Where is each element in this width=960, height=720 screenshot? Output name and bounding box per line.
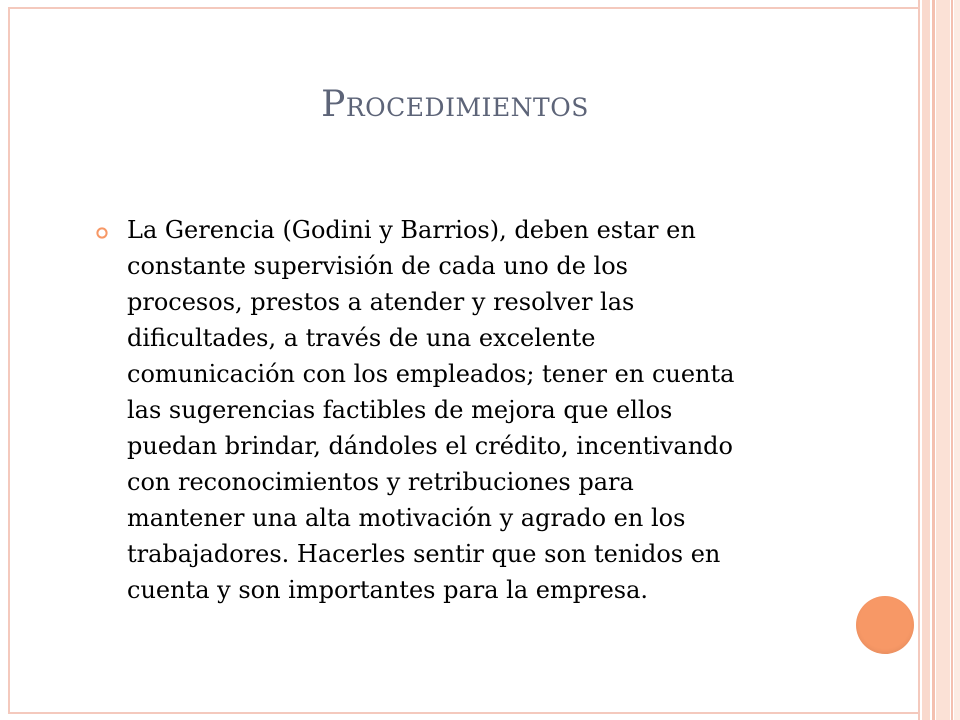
bullet-line: procesos, prestos a atender y resolver las	[127, 288, 635, 316]
decor-stripe	[932, 0, 935, 720]
bullet-line: dificultades, a través de una excelente	[127, 324, 596, 352]
slide-title: Procedimientos	[321, 84, 589, 125]
bullet-line: con reconocimientos y retribuciones para	[127, 468, 634, 496]
bullet-line: cuenta y son importantes para la empresa.	[127, 576, 649, 604]
decor-stripe	[918, 0, 920, 720]
bullet-line: trabajadores. Hacerles sentir que son tenidos en	[127, 540, 721, 568]
bullet-line: La Gerencia (Godini y Barrios), deben estar en	[127, 216, 696, 244]
frame-bottom-border	[8, 712, 920, 714]
bullet-line: las sugerencias factibles de mejora que ellos	[127, 396, 673, 424]
decor-stripe	[951, 0, 953, 720]
bullet-line: mantener una alta motivación y agrado en los	[127, 504, 686, 532]
bullet-line: comunicación con los empleados; tener en cuenta	[127, 360, 735, 388]
frame-top-border	[8, 7, 920, 9]
bullet-text	[127, 212, 867, 608]
bullet-line: constante supervisión de cada uno de los	[127, 252, 628, 280]
bullet-line: puedan brindar, dándoles el crédito, incentivando	[127, 432, 733, 460]
hollow-circle-bullet-icon	[96, 226, 108, 238]
decor-stripe	[954, 0, 960, 720]
decor-stripe	[922, 0, 930, 720]
decor-stripe	[936, 0, 950, 720]
